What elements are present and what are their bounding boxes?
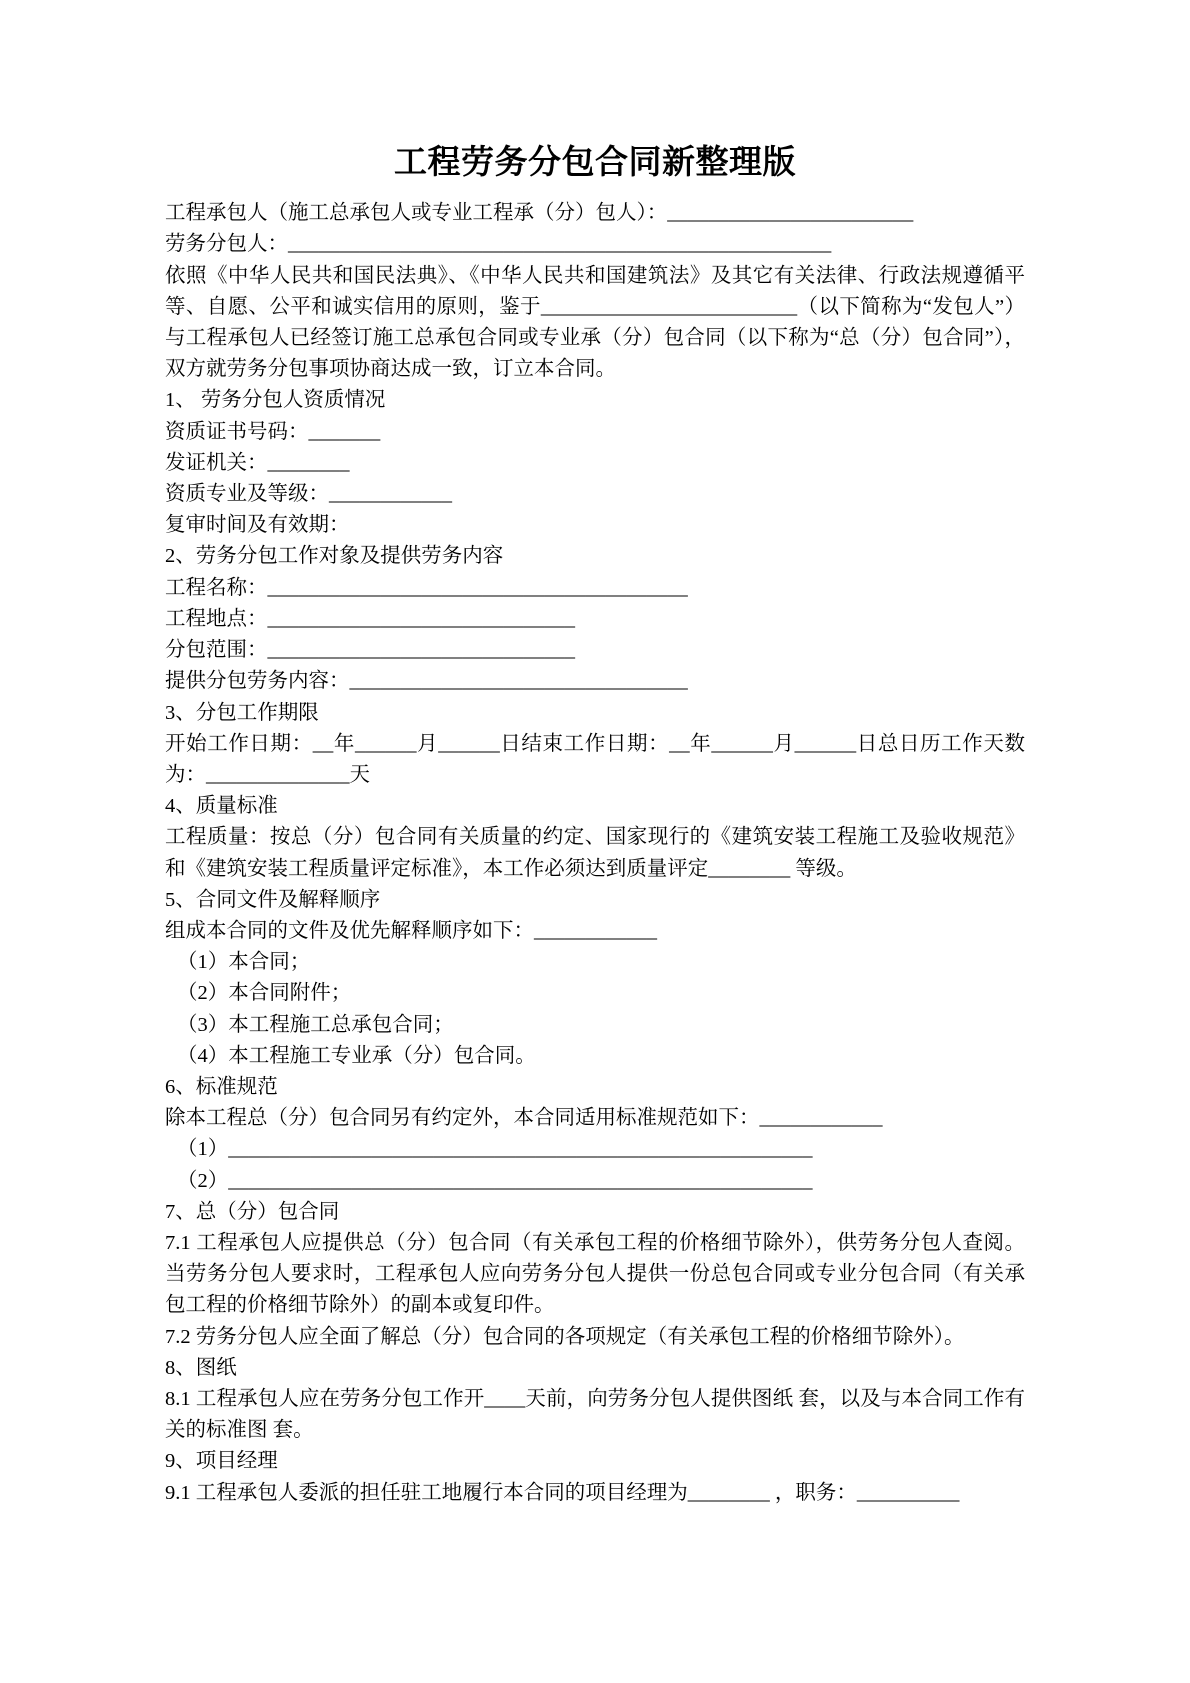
paragraph-clause-5-body: 组成本合同的文件及优先解释顺序如下：____________ — [165, 919, 657, 942]
field-review-and-validity: 复审时间及有效期： — [165, 514, 350, 537]
paragraph-clause-8-1: 8.1 工程承包人应在劳务分包工作开____天前，向劳务分包人提供图纸 套，以及与本合同工作有关的标准图 套。 — [165, 1387, 1025, 1442]
heading-clause-8: 8、图纸 — [165, 1356, 237, 1379]
heading-clause-3: 3、分包工作期限 — [165, 701, 319, 724]
page-title: 工程劳务分包合同新整理版 — [394, 145, 796, 181]
heading-clause-9: 9、项目经理 — [165, 1450, 278, 1473]
list-item-clause-6-2: （2）_________________________________________________________ — [177, 1169, 813, 1192]
field-specialty-and-grade: 资质专业及等级：____________ — [165, 483, 452, 506]
paragraph-clause-9-1: 9.1 工程承包人委派的担任驻工地履行本合同的项目经理为________ ，职务：__________ — [165, 1481, 960, 1504]
paragraph-contractor-party: 工程承包人（施工总承包人或专业工程承（分）包人）：________________________ — [165, 202, 914, 225]
list-item-clause-6-1: （1）_________________________________________________________ — [177, 1138, 813, 1161]
paragraph-clause-7-1: 7.1 工程承包人应提供总（分）包合同（有关承包工程的价格细节除外），供劳务分包人查阅。当劳务分包人要求时，工程承包人应向劳务分包人提供一份总包合同或专业分包合同（有关承包工程的价格细节除外）的副本或复印件。 — [165, 1231, 1025, 1317]
field-work-period: 开始工作日期：__年______月______日结束工作日期：__年______月______日总日历工作天数为：______________天 — [165, 732, 1025, 786]
paragraph-clause-6-body: 除本工程总（分）包合同另有约定外，本合同适用标准规范如下：____________ — [165, 1107, 883, 1130]
document-body — [165, 198, 1025, 1509]
paragraph-quality-standard: 工程质量：按总（分）包合同有关质量的约定、国家现行的《建筑安装工程施工及验收规范》和《建筑安装工程质量评定标准》，本工作必须达到质量评定________ 等级。 — [165, 826, 1025, 880]
paragraph-labor-subcontractor: 劳务分包人：_____________________________________________________ — [165, 233, 832, 256]
paragraph-preamble: 依照《中华人民共和国民法典》、《中华人民共和国建筑法》及其它有关法律、行政法规遵循平等、自愿、公平和诚实信用的原则，鉴于_________________________（以下简称为“发包人”）与工程承包人已经签订施工总承包合同或专业承（分）包合同（以下称为“总（分）包合同”），双方就劳务分包事项协商达成一致，订立本合同。 — [165, 264, 1025, 381]
heading-clause-5: 5、合同文件及解释顺序 — [165, 888, 381, 911]
heading-clause-2: 2、劳务分包工作对象及提供劳务内容 — [165, 545, 504, 568]
list-item-clause-5-2: （2）本合同附件； — [177, 982, 352, 1005]
heading-clause-6: 6、标准规范 — [165, 1075, 278, 1098]
field-project-name: 工程名称：_________________________________________ — [165, 576, 688, 599]
field-qualification-cert-no: 资质证书号码：_______ — [165, 420, 381, 443]
heading-clause-4: 4、质量标准 — [165, 795, 278, 818]
list-item-clause-5-1: （1）本合同； — [177, 951, 311, 974]
field-labor-content: 提供分包劳务内容：_________________________________ — [165, 670, 688, 693]
heading-clause-7: 7、总（分）包合同 — [165, 1200, 340, 1223]
heading-clause-1: 1、 劳务分包人资质情况 — [165, 389, 386, 412]
list-item-clause-5-3: （3）本工程施工总承包合同； — [177, 1013, 454, 1036]
paragraph-clause-7-2: 7.2 劳务分包人应全面了解总（分）包合同的各项规定（有关承包工程的价格细节除外）。 — [165, 1325, 965, 1348]
field-issuing-authority: 发证机关：________ — [165, 451, 350, 474]
field-subcontract-scope: 分包范围：______________________________ — [165, 639, 575, 662]
list-item-clause-5-4: （4）本工程施工专业承（分）包合同。 — [177, 1044, 536, 1067]
field-project-location: 工程地点：______________________________ — [165, 607, 575, 630]
